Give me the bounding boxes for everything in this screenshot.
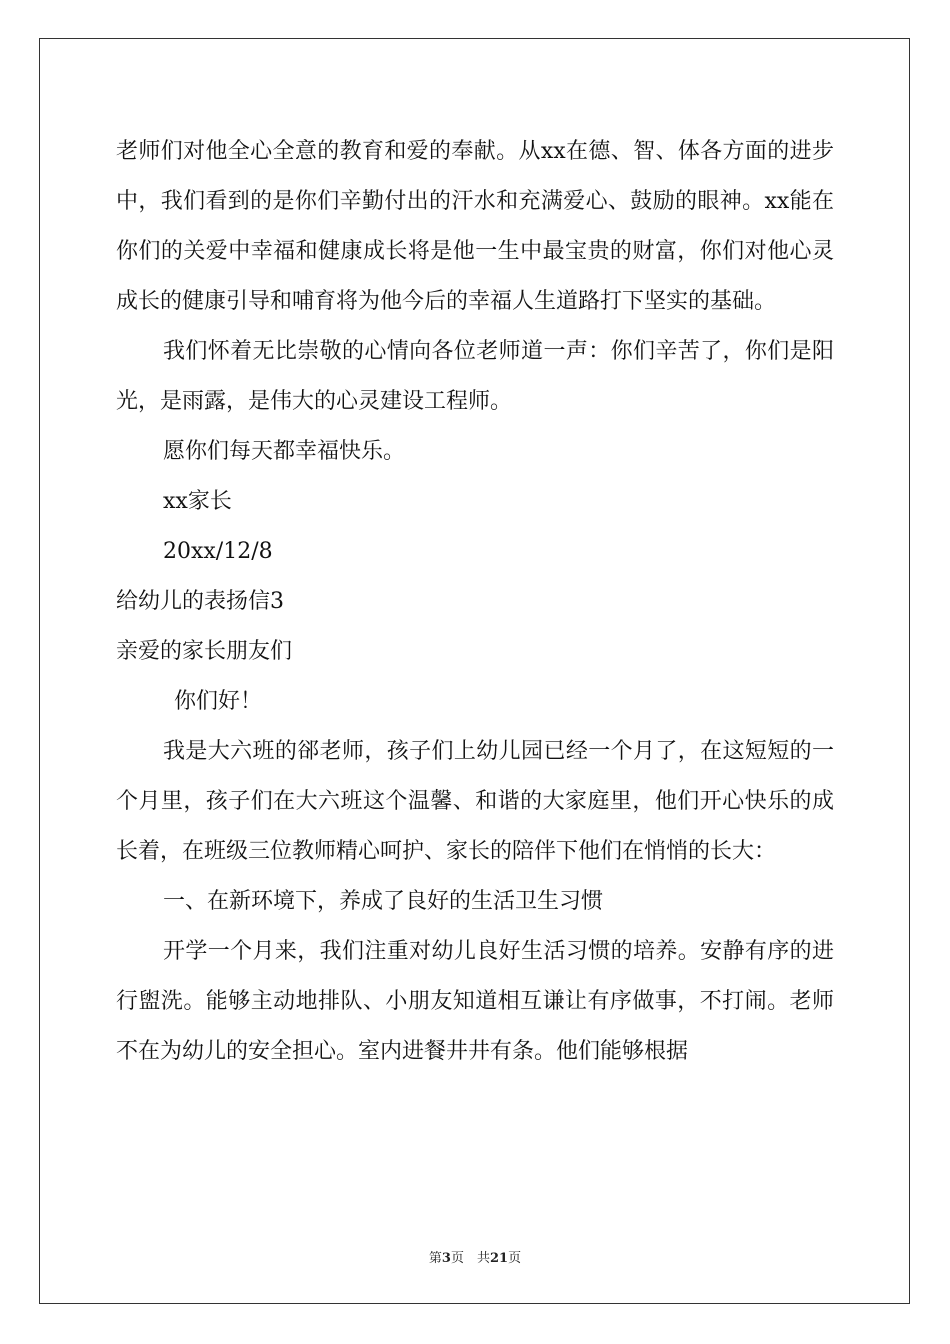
footer-page-mid: 页 共 bbox=[450, 1251, 490, 1266]
footer-page-suffix: 页 bbox=[508, 1251, 522, 1266]
paragraph-gratitude: 我们怀着无比崇敬的心情向各位老师道一声：你们辛苦了，你们是阳光，是雨露，是伟大的心灵建设工程师。 bbox=[116, 339, 834, 414]
footer-page-total: 21 bbox=[489, 1251, 509, 1266]
paragraph-habits: 开学一个月来，我们注重对幼儿良好生活习惯的培养。安静有序的进行盥洗。能够主动地排队、小朋友知道相互谦让有序做事，不打闹。老师不在为幼儿的安全担心。室内进餐井井有条。他们能够根据 bbox=[116, 939, 834, 1064]
paragraph-teacher-dedication: 老师们对他全心全意的教育和爱的奉献。从xx在德、智、体各方面的进步中，我们看到的是你们辛勤付出的汗水和充满爱心、鼓励的眼神。xx能在你们的关爱中幸福和健康成长将是他一生中最宝贵的财富，你们对他心灵成长的健康引导和哺育将为他今后的幸福人生道路打下坚实的基础。 bbox=[116, 139, 834, 314]
signature-date: 20xx/12/8 bbox=[163, 539, 273, 564]
paragraph-wish: 愿你们每天都幸福快乐。 bbox=[163, 439, 406, 464]
footer-page-prefix: 第 bbox=[428, 1251, 442, 1266]
signature-parent: xx家长 bbox=[163, 489, 232, 514]
letter-title: 给幼儿的表扬信3 bbox=[116, 589, 284, 614]
page-footer bbox=[0, 1247, 950, 1266]
letter-salutation: 亲爱的家长朋友们 bbox=[116, 639, 293, 664]
document-body bbox=[116, 127, 834, 1077]
letter-greeting: 你们好！ bbox=[174, 689, 263, 714]
section-heading-habits: 一、在新环境下，养成了良好的生活卫生习惯 bbox=[163, 889, 604, 914]
footer-page-current: 3 bbox=[441, 1251, 451, 1266]
paragraph-introduction: 我是大六班的郤老师，孩子们上幼儿园已经一个月了，在这短短的一个月里，孩子们在大六班这个温馨、和谐的大家庭里，他们开心快乐的成长着，在班级三位教师精心呵护、家长的陪伴下他们在悄悄的长大： bbox=[116, 739, 834, 864]
